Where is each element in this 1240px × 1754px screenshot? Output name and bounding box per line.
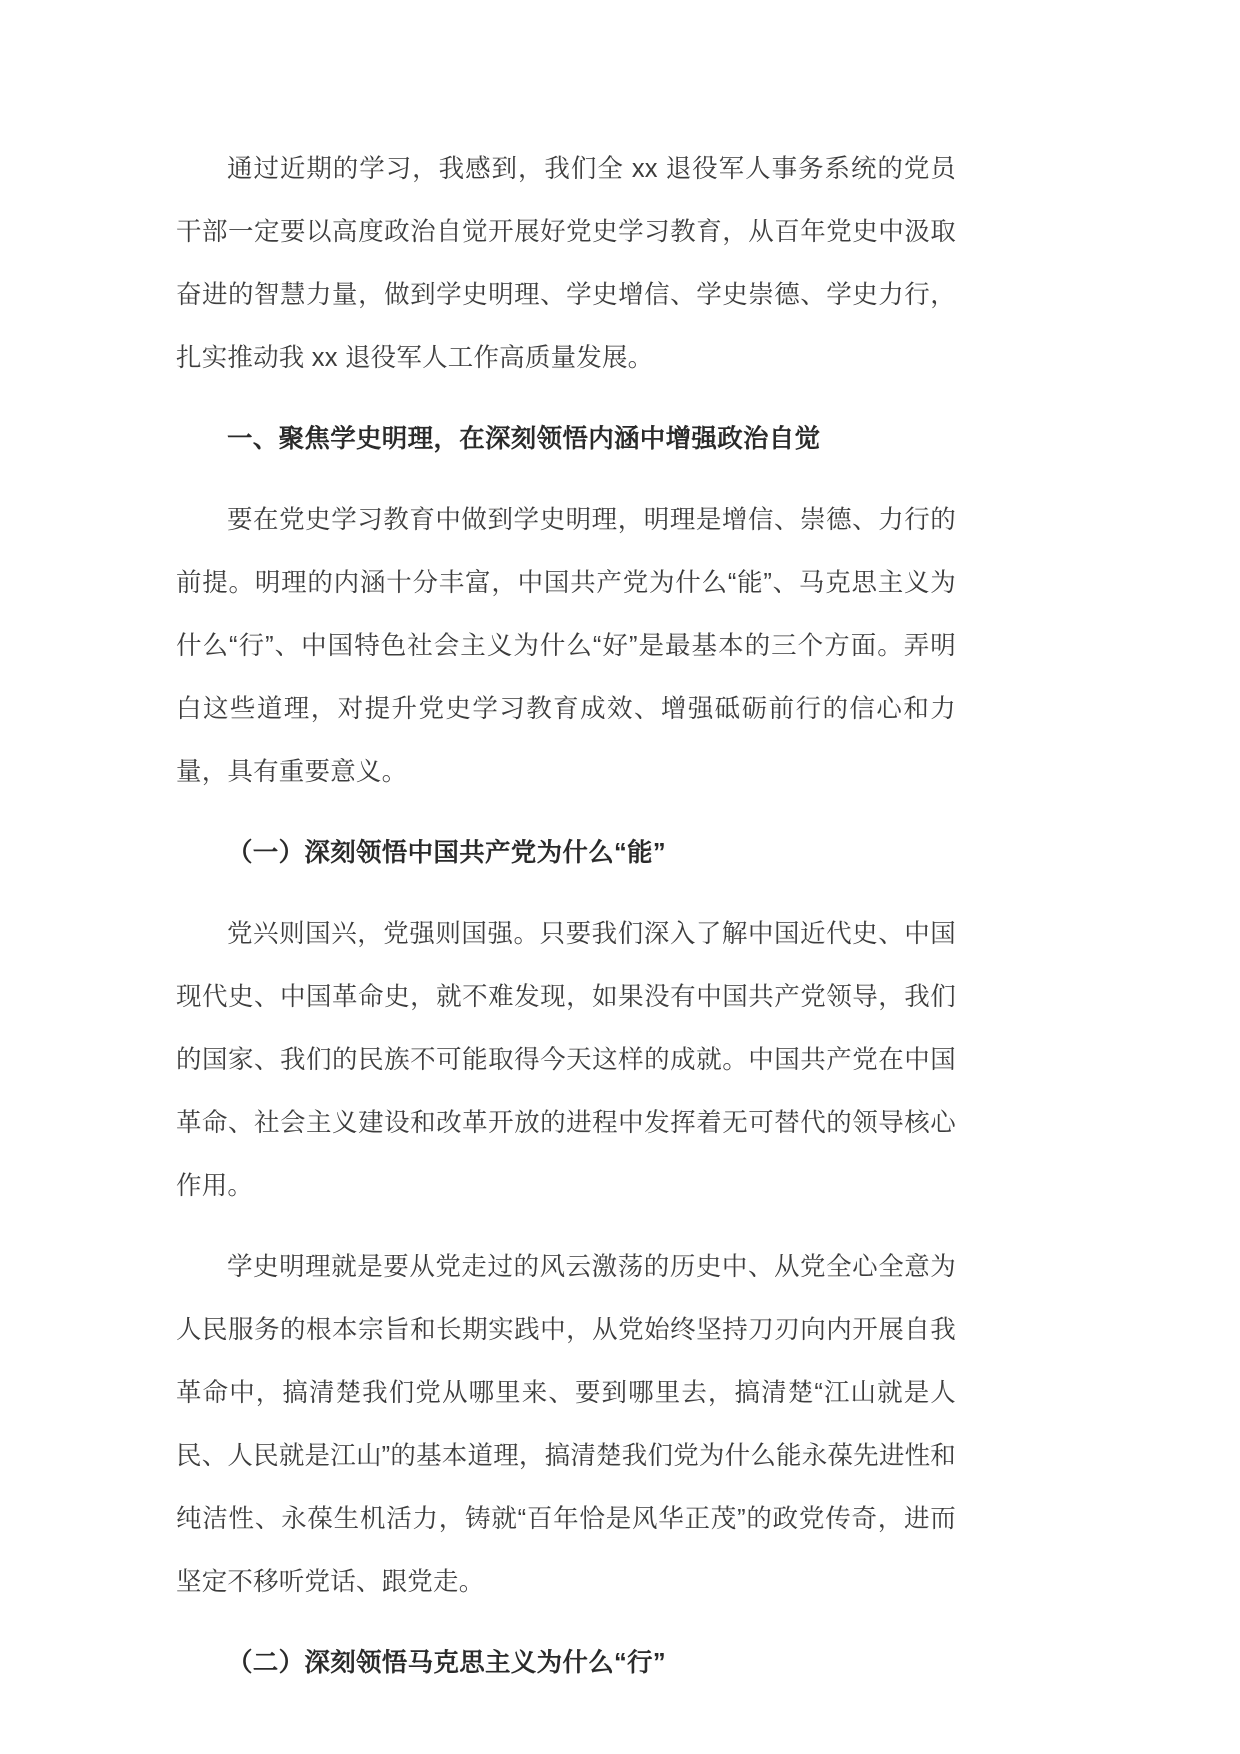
paragraph-gap [176, 390, 956, 408]
paragraph-gap [176, 885, 956, 903]
sub-heading-1: （一）深刻领悟中国共产党为什么“能” [227, 839, 666, 867]
paragraph-1: 要在党史学习教育中做到学史明理，明理是增信、崇德、力行的前提。明理的内涵十分丰富，中国共产党为什么“能”、马克思主义为什么“行”、中国特色社会主义为什么“好”是最基本的三个方面。弄明白这些道理，对提升党史学习教育成效、增强砥砺前行的信心和力量，具有重要意义。 [176, 506, 956, 786]
paragraph-gap [176, 1614, 956, 1632]
paragraph-gap [176, 471, 956, 489]
paragraph-3: 学史明理就是要从党走过的风云激荡的历史中、从党全心全意为人民服务的根本宗旨和长期实践中，从党始终坚持刀刃向内开展自我革命中，搞清楚我们党从哪里来、要到哪里去，搞清楚“江山就是人民、人民就是江山”的基本道理，搞清楚我们党为什么能永葆先进性和纯洁性、永葆生机活力，铸就“百年恰是风华正茂”的政党传奇，进而坚定不移听党话、跟党走。 [176, 1253, 956, 1596]
sub-heading-2: （二）深刻领悟马克思主义为什么“行” [227, 1649, 666, 1677]
document-body [176, 138, 956, 1695]
section-heading-1: 一、聚焦学史明理，在深刻领悟内涵中增强政治自觉 [227, 425, 821, 453]
paragraph-gap [176, 804, 956, 822]
paragraph-gap [176, 1218, 956, 1236]
paragraph-intro: 通过近期的学习，我感到，我们全 xx 退役军人事务系统的党员干部一定要以高度政治自觉开展好党史学习教育，从百年党史中汲取奋进的智慧力量，做到学史明理、学史增信、学史崇德、学史力行，扎实推动我 xx 退役军人工作高质量发展。 [176, 155, 956, 372]
paragraph-2: 党兴则国兴，党强则国强。只要我们深入了解中国近代史、中国现代史、中国革命史，就不难发现，如果没有中国共产党领导，我们的国家、我们的民族不可能取得今天这样的成就。中国共产党在中国革命、社会主义建设和改革开放的进程中发挥着无可替代的领导核心作用。 [176, 920, 956, 1200]
